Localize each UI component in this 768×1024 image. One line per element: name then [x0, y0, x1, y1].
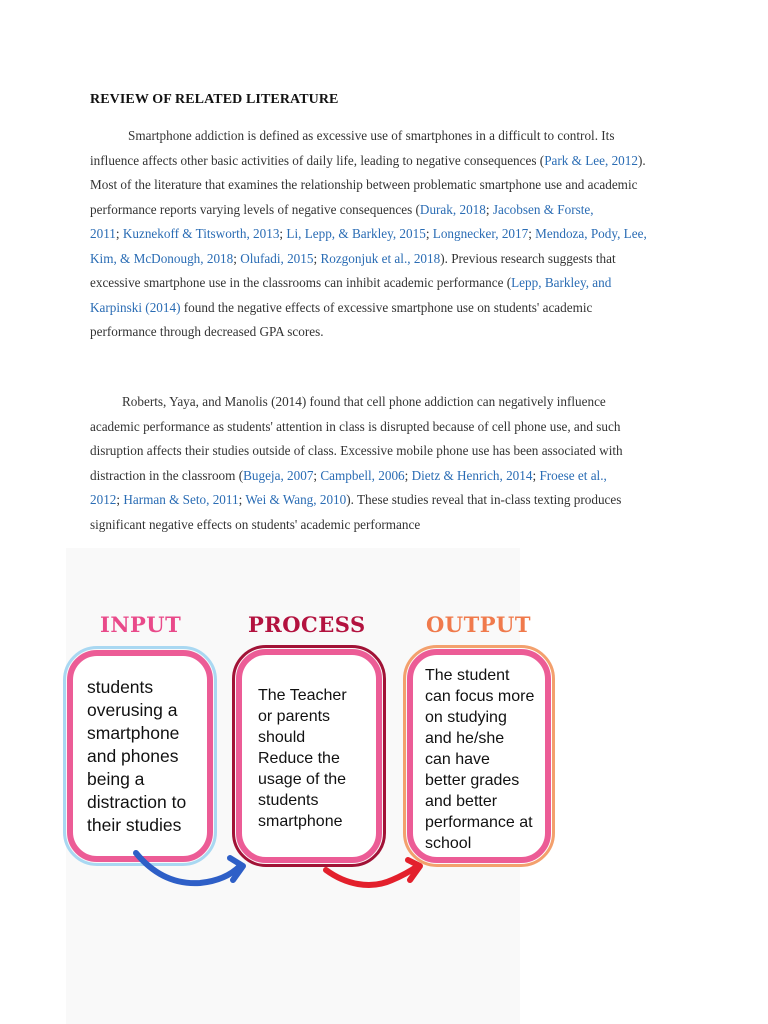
- citation-link[interactable]: Mendoza, Pody, Lee,: [535, 226, 647, 241]
- text-line: Smartphone addiction is defined as excessive use of smartphones in a difficult to control. Its: [128, 128, 615, 143]
- citation-link[interactable]: Bugeja, 2007: [243, 467, 314, 483]
- text-line: 2012; Harman & Seto, 2011; Wei & Wang, 2010). These studies reveal that in-class texting produces: [90, 492, 622, 507]
- citation-link[interactable]: Jacobsen & Forste,: [492, 201, 594, 217]
- text-line: Karpinski (2014) found the negative effects of excessive smartphone use on students' academic: [90, 299, 593, 315]
- citation-link[interactable]: Longnecker, 2017: [432, 226, 529, 241]
- citation-link[interactable]: Harman & Seto, 2011: [123, 492, 239, 507]
- citation-link[interactable]: Wei & Wang, 2010: [245, 492, 347, 507]
- text-line: Kim, & McDonough, 2018; Olufadi, 2015; Rozgonjuk et al., 2018). Previous research suggests that: [90, 250, 616, 266]
- text-line: Roberts, Yaya, and Manolis (2014) found that cell phone addiction can negatively influence: [122, 394, 606, 409]
- output-title: OUTPUT: [426, 612, 531, 637]
- citation-link[interactable]: Kuznekoff & Titsworth, 2013: [122, 226, 280, 241]
- text-line: disruption affects their studies outside of class. Excessive mobile phone use has been associated with: [90, 443, 623, 458]
- blue-arrow-icon: [136, 853, 240, 883]
- text-line: significant negative effects on students' academic performance: [90, 516, 421, 532]
- text-line: performance reports varying levels of negative consequences (Durak, 2018; Jacobsen & Forste,: [90, 201, 594, 217]
- text-line: performance through decreased GPA scores.: [90, 324, 324, 339]
- citation-link[interactable]: Karpinski (2014): [90, 299, 181, 315]
- citation-link[interactable]: Campbell, 2006: [320, 467, 405, 483]
- citation-link[interactable]: Dietz & Henrich, 2014: [411, 467, 533, 483]
- citation-link[interactable]: Durak, 2018: [419, 201, 486, 217]
- text-line: Most of the literature that examines the relationship between problematic smartphone use and academic: [90, 177, 638, 192]
- output-text: The student can focus more on studying and he/she can have better grades and better performance at school: [425, 667, 535, 852]
- text-line: excessive smartphone use in the classrooms can inhibit academic performance (Lepp, Barkley, and: [90, 275, 612, 290]
- text-line: 2011; Kuznekoff & Titsworth, 2013; Li, Lepp, & Barkley, 2015; Longnecker, 2017; Mendoza, Pody, Lee,: [90, 226, 647, 241]
- citation-link[interactable]: 2012: [90, 492, 117, 507]
- text-line: distraction in the classroom (Bugeja, 2007; Campbell, 2006; Dietz & Henrich, 2014; Froese et al.,: [90, 467, 607, 483]
- citation-link[interactable]: Froese et al.,: [539, 467, 607, 483]
- citation-link[interactable]: 2011: [90, 226, 116, 241]
- citation-link[interactable]: Li, Lepp, & Barkley, 2015: [286, 226, 426, 241]
- process-text: The Teacher or parents should Reduce the usage of the students smartphone: [258, 687, 347, 830]
- process-title: PROCESS: [248, 612, 366, 637]
- citation-link[interactable]: Rozgonjuk et al., 2018: [320, 250, 441, 266]
- input-title: INPUT: [100, 612, 182, 637]
- citation-link[interactable]: Lepp, Barkley, and: [511, 275, 612, 290]
- citation-link[interactable]: Park & Lee, 2012: [544, 152, 638, 168]
- citation-link[interactable]: Olufadi, 2015: [240, 250, 314, 266]
- citation-link[interactable]: Kim, & McDonough, 2018: [90, 250, 234, 266]
- red-arrow-icon: [326, 866, 418, 885]
- review-heading: REVIEW OF RELATED LITERATURE: [90, 92, 339, 107]
- text-line: influence affects other basic activities of daily life, leading to negative consequences (Park & Lee, 2012).: [90, 152, 646, 168]
- text-line: academic performance as students' attention in class is disrupted because of cell phone use, and such: [90, 418, 621, 434]
- input-text: students overusing a smartphone and phones being a distraction to their studies: [87, 677, 187, 835]
